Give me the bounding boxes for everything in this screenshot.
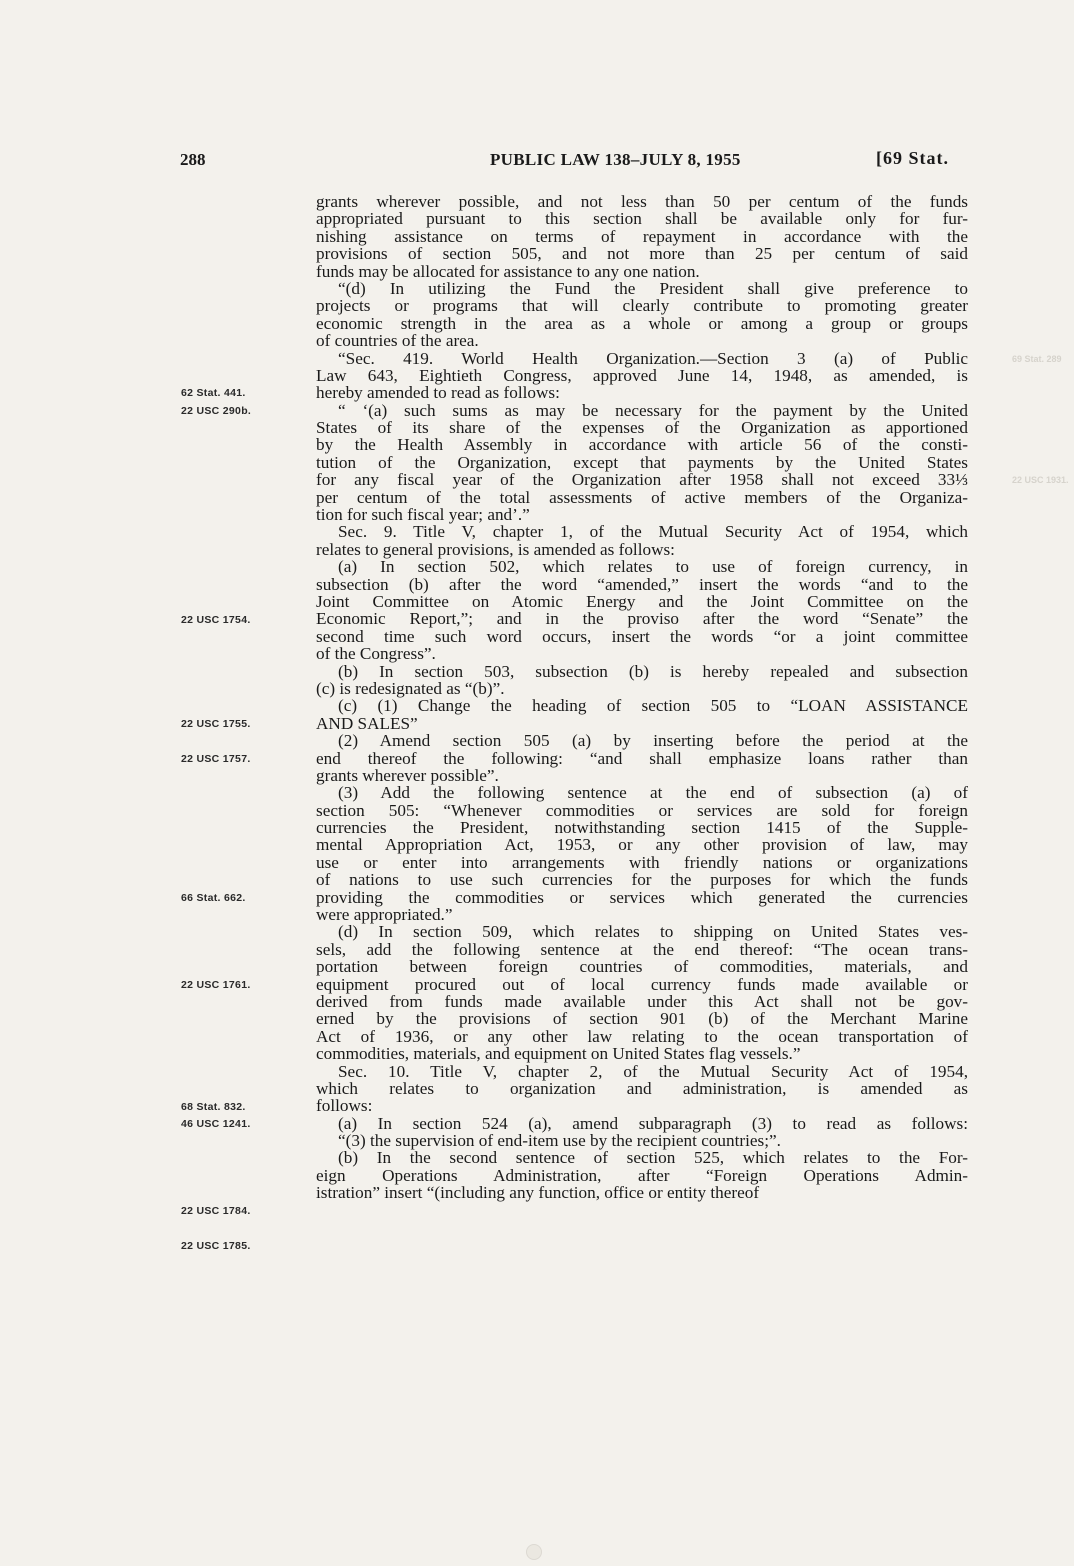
text-line: Sec. 10. Title V, chapter 2, of the Mutual Security Act of 1954, <box>338 1061 968 1081</box>
page-header <box>0 150 1074 176</box>
margin-citation: 22 USC 1755. <box>181 718 251 730</box>
margin-citation: 46 USC 1241. <box>181 1118 251 1131</box>
text-line: hereby amended to read as follows: <box>316 383 560 403</box>
text-line: (b) In the second sentence of section 525, which relates to the For- <box>338 1148 968 1168</box>
text-line: Act of 1936, or any other law relating to the ocean transportation of <box>316 1026 968 1046</box>
text-line: States of its share of the expenses of the Organization as apportioned <box>316 418 968 438</box>
text-line: section 505: “Whenever commodities or services are sold for foreign <box>316 800 968 820</box>
text-line: commodities, materials, and equipment on United States flag vessels.” <box>316 1044 801 1064</box>
text-line: Law 643, Eightieth Congress, approved June 14, 1948, as amended, is <box>316 365 968 385</box>
margin-citation: 22 USC 1761. <box>181 979 251 991</box>
text-line: follows: <box>316 1096 373 1116</box>
text-line: of the Congress”. <box>316 644 436 664</box>
bleed-through-note: 22 USC 1931. <box>1012 475 1069 486</box>
text-line: nishing assistance on terms of repayment in accordance with the <box>316 226 968 246</box>
text-line: (a) In section 502, which relates to use of foreign currency, in <box>338 557 968 577</box>
text-line: “(d) In utilizing the Fund the President shall give preference to <box>338 278 968 298</box>
text-line: currencies the President, notwithstanding section 1415 of the Supple- <box>316 818 968 838</box>
text-line: (a) In section 524 (a), amend subparagraph (3) to read as follows: <box>338 1113 968 1133</box>
text-line: funds may be allocated for assistance to any one nation. <box>316 261 700 281</box>
text-line: were appropriated.” <box>316 905 453 925</box>
text-line: Sec. 9. Title V, chapter 1, of the Mutual Security Act of 1954, which <box>338 522 968 542</box>
text-line: second time such word occurs, insert the words “or a joint committee <box>316 626 968 646</box>
page-mark <box>526 1544 542 1560</box>
margin-citation: 66 Stat. 662. <box>181 892 246 904</box>
text-line: provisions of section 505, and not more than 25 per centum of said <box>316 244 968 264</box>
text-line: mental Appropriation Act, 1953, or any other provision of law, may <box>316 835 968 855</box>
margin-citation: 68 Stat. 832. <box>181 1100 246 1113</box>
text-line: portation between foreign countries of commodities, materials, and <box>316 957 968 977</box>
margin-citation: 62 Stat. 441. <box>181 387 246 400</box>
text-line: of countries of the area. <box>316 331 479 351</box>
margin-citation: 22 USC 1785. <box>181 1240 251 1252</box>
text-line: sels, add the following sentence at the end thereof: “The ocean trans- <box>316 939 968 959</box>
text-line: grants wherever possible”. <box>316 765 499 785</box>
text-line: derived from funds made available under this Act shall not be gov- <box>316 991 968 1011</box>
text-line: “Sec. 419. World Health Organization.—Section 3 (a) of Public <box>338 348 968 368</box>
text-line: (d) In section 509, which relates to shipping on United States ves- <box>338 922 968 942</box>
text-line: “(3) the supervision of end-item use by the recipient countries;”. <box>338 1131 781 1151</box>
margin-citation: 22 USC 290b. <box>181 404 252 417</box>
text-line: for any fiscal year of the Organization after 1958 shall not exceed 33⅓ <box>316 470 968 490</box>
text-line: appropriated pursuant to this section shall be available only for fur- <box>316 209 968 229</box>
text-line: of nations to use such currencies for the purposes for which the funds <box>316 870 968 890</box>
text-line: (3) Add the following sentence at the end of subsection (a) of <box>338 783 968 803</box>
page-number: 288 <box>180 150 206 169</box>
margin-citation: 22 USC 1754. <box>181 613 251 626</box>
text-line: which relates to organization and administration, is amended as <box>316 1078 968 1098</box>
text-line: (b) In section 503, subsection (b) is hereby repealed and subsection <box>338 661 968 681</box>
text-line: by the Health Assembly in accordance with article 56 of the consti- <box>316 435 968 455</box>
text-line: (c) (1) Change the heading of section 505 to “LOAN ASSISTANCE <box>338 696 968 716</box>
text-line: istration” insert “(including any function, office or entity thereof <box>316 1183 760 1203</box>
text-line: Joint Committee on Atomic Energy and the Joint Committee on the <box>316 591 968 611</box>
text-line: Economic Report,”; and in the proviso after the word “Senate” the <box>316 609 968 629</box>
bleed-through-note: 69 Stat. 289 <box>1012 353 1062 364</box>
text-line: relates to general provisions, is amended as follows: <box>316 539 675 559</box>
running-title: PUBLIC LAW 138–JULY 8, 1955 <box>490 150 741 169</box>
margin-citation: 22 USC 1757. <box>181 752 251 765</box>
text-line: tion for such fiscal year; and’.” <box>316 505 530 525</box>
text-line: equipment procured out of local currency funds made available or <box>316 974 968 994</box>
text-line: eign Operations Administration, after “Foreign Operations Admin- <box>316 1165 968 1185</box>
text-line: providing the commodities or services which generated the currencies <box>316 887 968 907</box>
text-line: AND SALES” <box>316 713 418 733</box>
text-line: end thereof the following: “and shall emphasize loans rather than <box>316 748 968 768</box>
text-line: “ ‘(a) such sums as may be necessary for the payment by the United <box>338 400 968 420</box>
text-line: projects or programs that will clearly contribute to promoting greater <box>316 296 968 316</box>
statute-text <box>316 193 968 1202</box>
text-line: per centum of the total assessments of active members of the Organiza- <box>316 487 968 507</box>
text-line: tution of the Organization, except that payments by the United States <box>316 452 968 472</box>
text-line: erned by the provisions of section 901 (b) of the Merchant Marine <box>316 1009 968 1029</box>
text-line: (2) Amend section 505 (a) by inserting before the period at the <box>338 731 968 751</box>
text-line: use or enter into arrangements with friendly nations or organizations <box>316 852 968 872</box>
text-line: grants wherever possible, and not less than 50 per centum of the funds <box>316 192 968 211</box>
margin-citation: 22 USC 1784. <box>181 1205 251 1218</box>
volume-reference: [69 Stat. <box>876 148 949 168</box>
text-line: economic strength in the area as a whole or among a group or groups <box>316 313 968 333</box>
text-line: (c) is redesignated as “(b)”. <box>316 678 505 698</box>
text-line: subsection (b) after the word “amended,” insert the words “and to the <box>316 574 968 594</box>
